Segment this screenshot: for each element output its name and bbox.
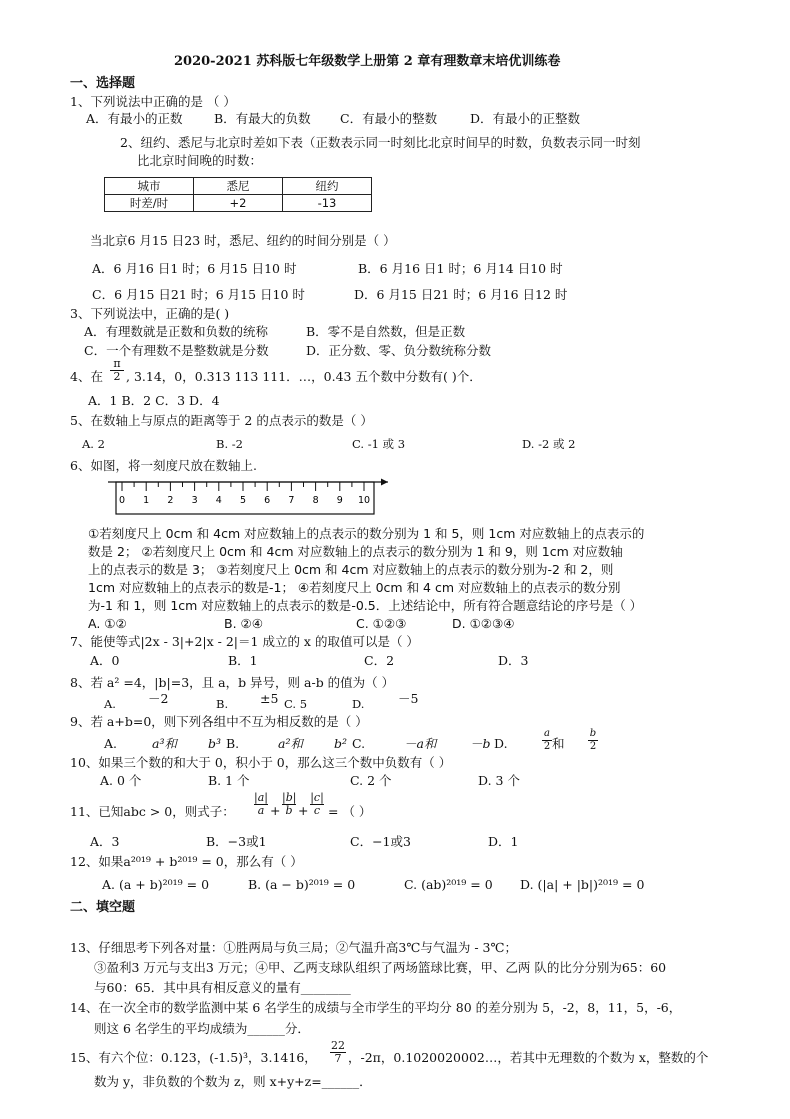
q13-line-2: ③盈利3 万元与支出3 万元；④甲、乙两支球队组织了两场篮球比赛，甲、乙两 队的比分分别为65：60 [94,960,667,975]
ruler-tick-label: 6 [264,495,271,506]
q2-opt-c: C．6 月15 日21 时；6 月15 日10 时 [92,287,305,302]
fraction-denominator: 2 [589,741,597,752]
q12-opt-d: D. (|a| + |b|)²⁰¹⁹ = 0 [520,877,645,892]
ruler-tick-label: 7 [288,495,295,506]
section-choice: 一、选择题 [70,76,136,91]
q10-stem: 10、如果三个数的和大于 0，积小于 0，那么这三个数中负数有（ ） [70,755,452,770]
plus-sign: + [270,803,281,818]
q3-opt-b: B．零不是自然数，但是正数 [306,324,466,339]
fraction-denominator: c [310,804,324,817]
page-title: 2020-2021 苏科版七年级数学上册第 2 章有理数章末培优训练卷 [174,54,561,69]
q6-opt-a: A. ①② [88,616,127,631]
q6-line-1: ①若刻度尺上 0cm 和 4cm 对应数轴上的点表示的数分别为 1 和 5，则 1cm 对应数轴上的点表示的 [88,526,645,541]
fraction-numerator: b [589,728,597,739]
q5-opt-a: A. 2 [82,437,105,451]
fraction-denominator: b [282,804,296,817]
q8-opt-a-value: －2 [148,691,169,706]
q1-stem: 1、下列说法中正确的是 （ ） [70,94,236,109]
q3-opt-c: C．一个有理数不是整数就是分数 [84,343,269,358]
q9-opt-a-expr2: b³ [208,736,222,751]
q5-opt-d: D. -2 或 2 [522,437,576,451]
q10-opt-c: C. 2 个 [350,773,392,788]
fraction-numerator: 22 [331,1039,345,1052]
ruler-tick-label: 3 [191,495,198,506]
q15-pre: 15、有六个位：0.123，(-1.5)³，3.1416， [70,1050,317,1065]
q3-opt-a: A．有理数就是正数和负数的统称 [84,324,269,339]
table-cell: +2 [194,195,283,212]
ruler-tick-label: 4 [215,495,222,506]
q1-opt-c: C．有最小的整数 [340,111,438,126]
ruler-figure [108,475,388,525]
q4-post: , 3.14，0，0.313 113 111．…，0.43 五个数中分数有( )个． [126,369,482,384]
q9-opt-b: B. [226,736,240,751]
q3-opt-d: D．正分数、零、负分数统称分数 [306,343,492,358]
q9-opt-b-expr1: a²和 [278,736,303,751]
q2-question: 当北京6 月15 日23 时，悉尼、纽约的时间分别是（ ） [90,233,396,248]
q9-opt-d-frac1 [542,728,552,753]
section-fill-blank: 二、填空题 [70,900,136,915]
q9-opt-c: C. [352,736,366,751]
q2-opt-d: D．6 月15 日21 时；6 月16 日12 时 [354,287,568,302]
q9-stem: 9、若 a+b=0，则下列各组中不互为相反数的是（ ） [70,714,368,729]
fraction-numerator: |c| [310,791,324,804]
fraction-denominator: 7 [330,1052,346,1065]
q10-opt-b: B. 1 个 [208,773,250,788]
q2-stem-2: 比北京时间晚的时数： [137,153,263,168]
q10-opt-d: D. 3 个 [478,773,520,788]
q11-frac-a [254,792,268,817]
q11-opt-d: D．1 [488,834,519,849]
q11-opt-c: C．−1或3 [350,834,411,849]
q6-opt-c: C. ①②③ [356,616,407,631]
q12-stem: 12、如果a²⁰¹⁹ + b²⁰¹⁹ = 0，那么有（ ） [70,854,303,869]
q5-stem: 5、在数轴上与原点的距离等于 2 的点表示的数是（ ） [70,413,373,428]
q13-line-1: 13、仔细思考下列各对量：①胜两局与负三局；②气温升高3℃与气温为 - 3℃； [70,940,517,955]
q3-stem: 3、下列说法中，正确的是( ) [70,306,230,321]
fraction-numerator: |a| [254,791,268,804]
fraction-numerator: |b| [282,791,297,804]
q12-opt-a: A. (a + b)²⁰¹⁹ = 0 [102,877,210,892]
q15-line-2: 数为 y，非负数的个数为 z，则 x+y+z=______． [94,1074,372,1089]
ruler-tick-label: 0 [118,495,126,506]
q8-opt-d: D. [352,697,365,711]
ruler-tick-label: 8 [312,495,319,506]
q9-opt-d-and: 和 [552,736,565,751]
q8-stem: 8、若 a² =4，|b|=3，且 a，b 异号，则 a-b 的值为（ ） [70,675,395,690]
q8-opt-a: A. [104,697,116,711]
fraction-numerator: π [113,357,121,370]
ruler-tick-label: 5 [239,495,247,506]
q4-fraction [110,358,124,383]
q9-opt-d-frac2 [588,728,598,753]
fraction-numerator: a [544,728,550,739]
q4-options: A．1 B．2 C．3 D．4 [88,393,220,408]
q15-fraction [330,1040,346,1065]
ruler-tick-label: 9 [336,495,343,506]
q7-stem: 7、能使等式|2x - 3|+2|x - 2|＝1 成立的 x 的取值可以是（ ） [70,634,419,649]
table-cell: -13 [283,195,372,212]
fraction-denominator: a [254,804,268,817]
q13-line-3: 与60：65．其中具有相反意义的量有________ [94,980,351,995]
q11-frac-b [282,792,296,817]
q6-opt-d: D. ①②③④ [452,616,515,631]
table-header-cell: 城市 [105,178,194,195]
q8-opt-b-value: ±5 [260,691,279,706]
q6-line-2: 数是 2； ②若刻度尺上 0cm 和 4cm 对应数轴上的点表示的数分别为 1 和 9，则 1cm 对应数轴 [88,544,623,559]
table-header-cell: 纽约 [283,178,372,195]
q7-opt-a: A．0 [90,653,120,668]
ruler-tick-label: 10 [357,495,371,506]
q9-opt-d: D. [494,736,508,751]
q1-opt-b: B．有最大的负数 [214,111,311,126]
q9-opt-a: A. [104,736,118,751]
q1-opt-a: A．有最小的正数 [86,111,183,126]
ruler-tick-label: 2 [167,495,174,506]
q6-line-3: 上的点表示的数是 3； ③若刻度尺上 0cm 和 4cm 对应数轴上的点表示的数分别为-2 和 2，则 [88,562,614,577]
q14-line-2: 则这 6 名学生的平均成绩为______分． [94,1021,310,1036]
q11-pre: 11、已知abc > 0，则式子： [70,804,235,819]
q8-opt-b: B. [216,697,229,711]
q14-line-1: 14、在一次全市的数学监测中某 6 名学生的成绩与全市学生的平均分 80 的差分别为 5，-2，8，11，5，-6， [70,1000,682,1015]
table-row [105,178,372,195]
fraction-denominator: 2 [110,370,124,383]
q6-stem: 6、如图，将一刻度尺放在数轴上. [70,458,257,473]
plus-sign: + [298,803,309,818]
timezone-table [104,177,372,212]
q8-opt-c: C. 5 [284,697,308,711]
q7-opt-c: C．2 [364,653,395,668]
q5-opt-c: C. -1 或 3 [352,437,406,451]
ruler-ticks [119,482,370,506]
q7-opt-b: B．1 [228,653,258,668]
q9-opt-b-expr2: b² [334,736,348,751]
q15-post: ，-2π，0.1020020002…，若其中无理数的个数为 x，整数的个 [348,1050,709,1065]
fraction-denominator: 2 [543,741,551,752]
ruler-tick-label: 1 [143,495,150,506]
q11-opt-b: B．−3或1 [206,834,267,849]
q6-line-4: 1cm 对应数轴上的点表示的数是-1； ④若刻度尺上 0cm 和 4 cm 对应数轴上的点表示的数分别 [88,580,621,595]
q11-opt-a: A．3 [90,834,120,849]
q8-opt-d-value: －5 [398,691,419,706]
q6-line-5: 为-1 和 1，则 1cm 对应数轴上的点表示的数是-0.5．上述结论中，所有符合题意结论的序号是（ ） [88,598,643,613]
q10-opt-a: A. 0 个 [100,773,142,788]
table-cell: 时差/时 [105,195,194,212]
q5-opt-b: B. -2 [216,437,243,451]
table-header-cell: 悉尼 [194,178,283,195]
q9-opt-a-expr1: a³和 [152,736,177,751]
q1-opt-d: D．有最小的正整数 [470,111,581,126]
q11-frac-c [310,792,324,817]
q2-opt-b: B．6 月16 日1 时；6 月14 日10 时 [358,261,563,276]
table-row [105,195,372,212]
q2-opt-a: A．6 月16 日1 时；6 月15 日10 时 [92,261,297,276]
q6-opt-b: B. ②④ [224,616,263,631]
q9-opt-c-expr2: －b [470,736,491,751]
q7-opt-d: D．3 [498,653,529,668]
q4-pre: 4、在 [70,369,103,384]
q9-opt-c-expr1: －a和 [404,736,437,751]
q2-stem-1: 2、纽约、悉尼与北京时差如下表（正数表示同一时刻比北京时间早的时数，负数表示同一时刻 [120,135,641,150]
q12-opt-c: C. (ab)²⁰¹⁹ = 0 [404,877,493,892]
q11-post: = （ ） [328,804,372,819]
q12-opt-b: B. (a − b)²⁰¹⁹ = 0 [248,877,356,892]
axis-arrow [381,479,388,486]
